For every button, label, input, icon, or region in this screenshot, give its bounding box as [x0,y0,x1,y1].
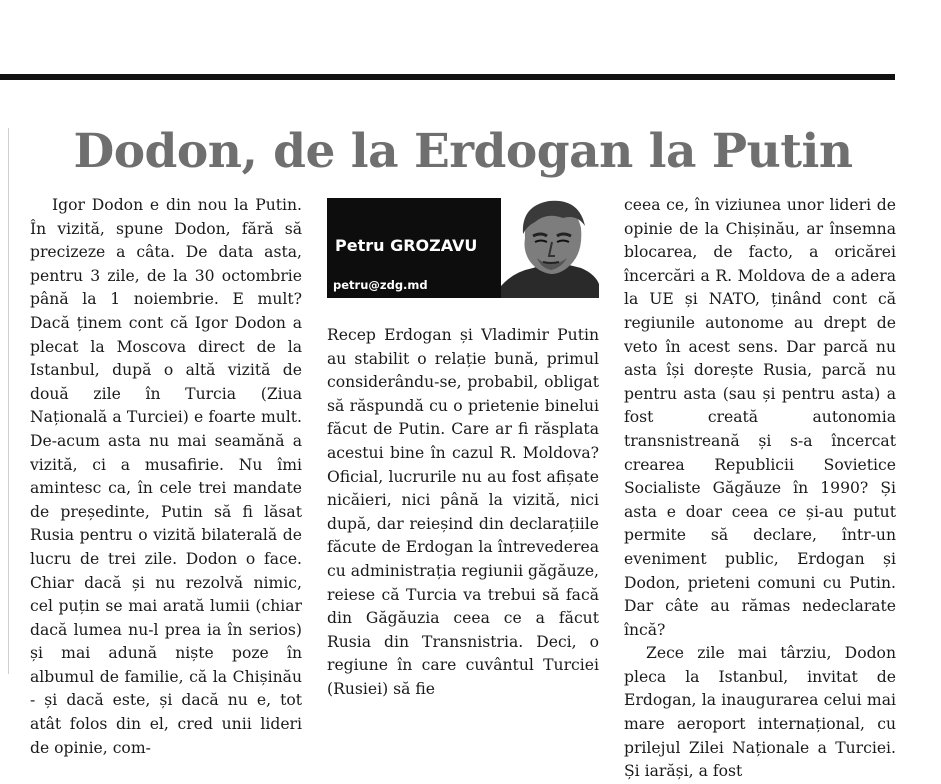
paragraph: ceea ce, în viziunea unor lideri de opinie de la Chișinău, ar însemna blocarea, de facto, a oricărei încercări a R. Moldova de a adera la UE și NATO, ținând cont că regiunile autonome au drept de veto în acest sens. Dar parcă nu asta își dorește Rusia, parcă nu pentru asta (sau și pentru asta) a fost creată autonomia transnistreană și s-a încercat crearea Republicii Sovietice Socialiste Găgăuze în 1990? Și asta e doar ceea ce și-au putut permite să declare, într-un eveniment public, Erdogan și Dodon, prieteni comuni cu Putin. Dar câte au rămas nedeclarate încă? [624,196,896,639]
column-divider [8,128,9,674]
article-column-3 [624,194,896,784]
article-title: Dodon, de la Erdogan la Putin [73,124,853,179]
author-portrait [501,198,599,298]
author-box [327,198,599,298]
author-email[interactable]: petru@zdg.md [333,278,428,292]
article-column-2 [327,324,599,702]
top-rule [0,74,895,80]
author-name: Petru GROZAVU [335,236,478,255]
paragraph: Zece zile mai târziu, Dodon pleca la Istanbul, invitat de Erdogan, la inaugurarea celui mai mare aeroport internațional, cu prilejul Zilei Naționale a Turciei. Și iarăși, a fost [624,644,896,781]
paragraph: Igor Dodon e din nou la Putin. În vizită, spune Dodon, fără să precizeze a câta. De data asta, pentru 3 zile, de la 30 octombrie până la 1 noiembrie. E mult? Dacă ținem cont că Igor Dodon a plecat la Moscova direct de la Istanbul, după o altă vizită de două zile în Turcia (Ziua Națională a Turciei) e foarte mult. De-acum asta nu mai seamănă a vizită, ci a musafirie. Nu îmi amintesc ca, în cele trei mandate de președinte, Putin să fi lăsat Rusia pentru o vizită bilaterală de lucru de trei zile. Dodon o face. Chiar dacă și nu rezolvă nimic, cel puțin se mai arată lumii (chiar dacă lumea nu-l prea ia în serios) și mai adună niște poze în albumul de familie, că la Chișinău - și dacă este, și dacă nu e, tot atât folos din el, cred unii lideri de opinie, com- [30,196,302,757]
paragraph: Recep Erdogan și Vladimir Putin au stabilit o relație bună, primul considerându-se, probabil, obligat să răspundă cu o prietenie binelui făcut de Putin. Care ar fi răsplata acestui bine în cazul R. Moldova? Oficial, lucrurile nu au fost afișate nicăieri, nici până la vizită, nici după, dar reieșind din declarațiile făcute de Erdogan la întrevederea cu administrația regiunii găgăuze, reiese că Turcia va trebui să facă din Găgăuzia ceea ce a făcut Rusia din Transnistria. Deci, o regiune în care cuvântul Turciei (Rusiei) să fie [327,326,600,698]
article-column-1 [30,194,302,760]
